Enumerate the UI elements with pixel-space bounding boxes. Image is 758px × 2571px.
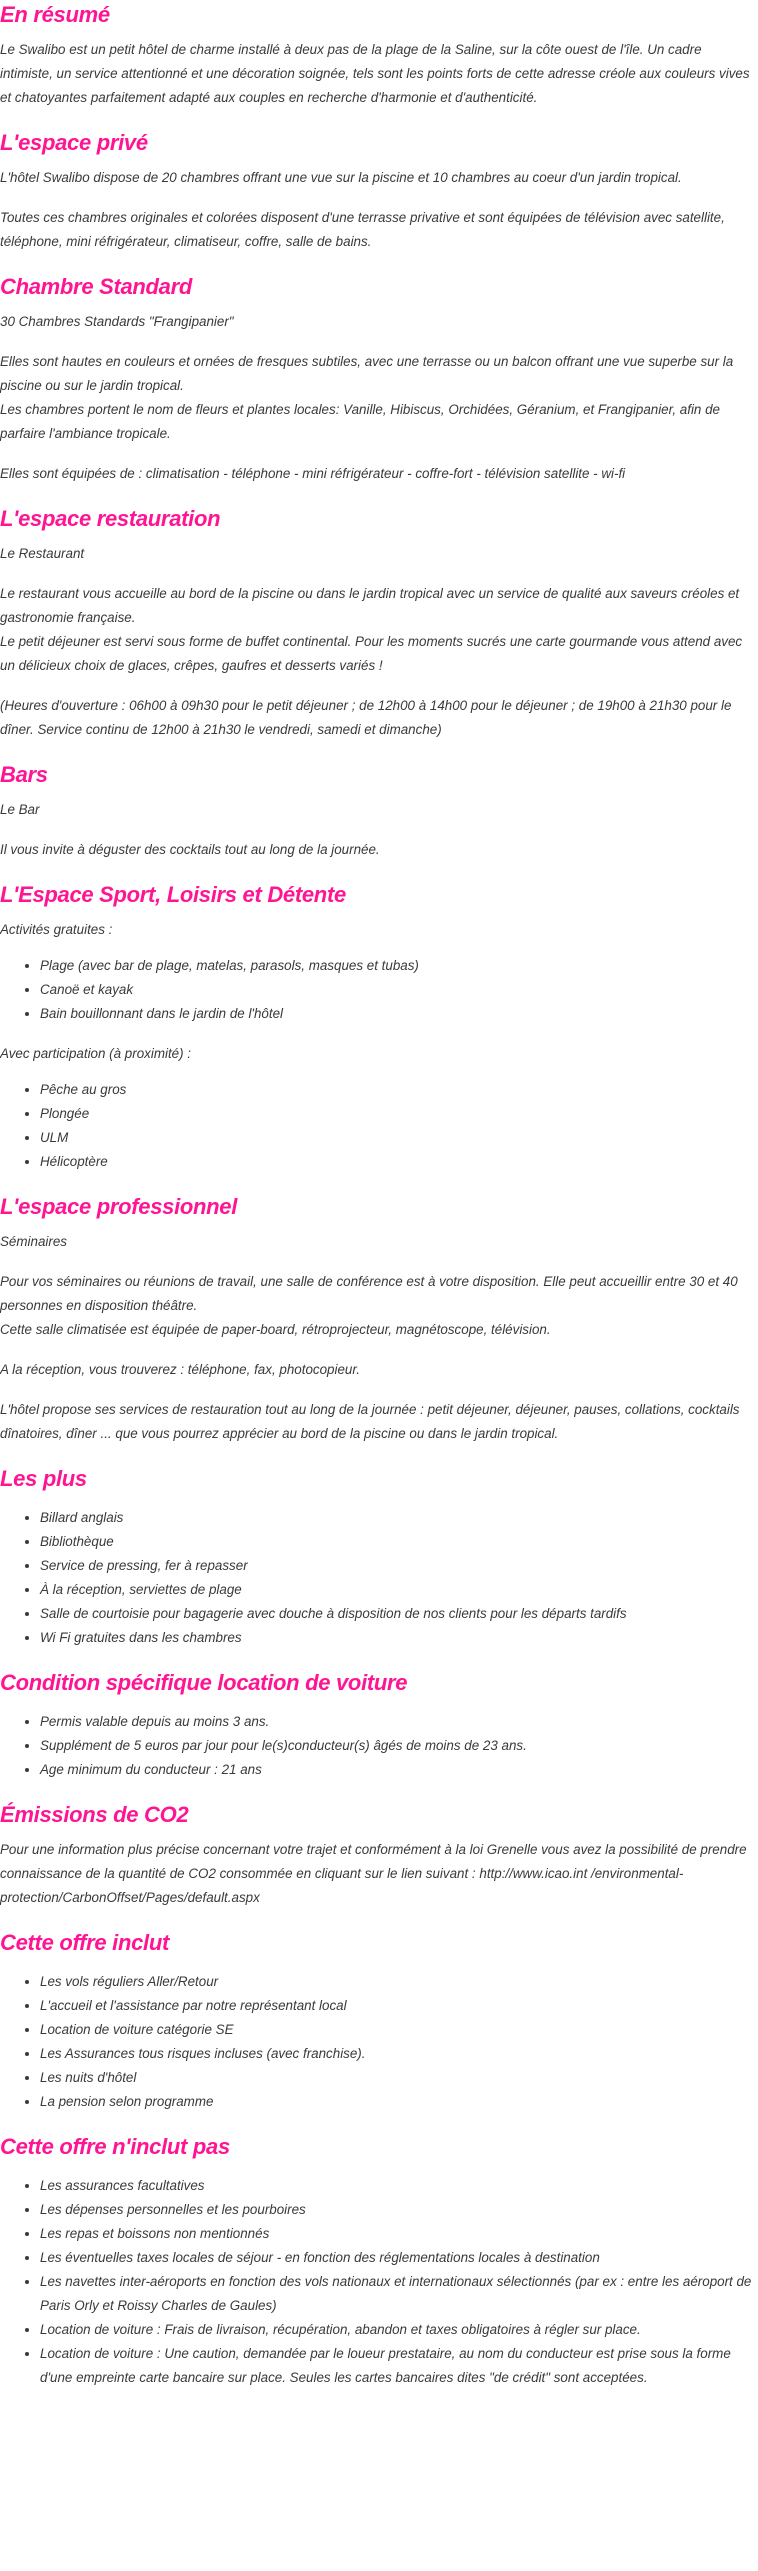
- list-item: • Les repas et boissons non mentionnés: [40, 2222, 756, 2246]
- paragraph: Le Swalibo est un petit hôtel de charme installé à deux pas de la plage de la Saline, sur la côte ouest de l'île. Un cadre intimiste, un service attentionné et une décoration soignée, tels sont les points forts de cette adresse créole aux couleurs vives et chatoyantes parfaitement adapté aux couples en recherche d'harmonie et d'authenticité.: [0, 42, 750, 105]
- list-item: • Supplément de 5 euros par jour pour le(s)conducteur(s) âgés de moins de 23 ans.: [40, 1734, 756, 1758]
- list-item: • Plongée: [40, 1102, 756, 1126]
- list-item: • Canoë et kayak: [40, 978, 756, 1002]
- section-title: L'espace privé: [0, 130, 148, 155]
- section-resume: [0, 0, 756, 110]
- section-offre-exclut: [0, 2132, 756, 2390]
- section-title: Condition spécifique location de voiture: [0, 1670, 408, 1695]
- section-title: Chambre Standard: [0, 274, 193, 299]
- paragraph: Séminaires: [0, 1234, 67, 1249]
- section-title: L'espace professionnel: [0, 1194, 238, 1219]
- list-item: • Les navettes inter-aéroports en fonction des vols nationaux et internationaux sélectionnés (par ex : entre les aéroport de Paris Orly et Roissy Charles de Gaules): [40, 2270, 756, 2318]
- list-item: • Salle de courtoisie pour bagagerie avec douche à disposition de nos clients pour les départs tardifs: [40, 1602, 756, 1626]
- section-les-plus: [0, 1464, 756, 1650]
- section-title: L'Espace Sport, Loisirs et Détente: [0, 882, 346, 907]
- paragraph: Le restaurant vous accueille au bord de la piscine ou dans le jardin tropical avec un service de qualité aux saveurs créoles et gastronomie française.: [0, 586, 740, 625]
- list-item: • L'accueil et l'assistance par notre représentant local: [40, 1994, 756, 2018]
- list-item: • ULM: [40, 1126, 756, 1150]
- list-item: • Les dépenses personnelles et les pourboires: [40, 2198, 756, 2222]
- section-espace-prive: [0, 128, 756, 254]
- paragraph: Toutes ces chambres originales et colorées disposent d'une terrasse privative et sont équipées de télévision avec satellite, téléphone, mini réfrigérateur, climatiseur, coffre, salle de bains.: [0, 210, 725, 249]
- list-item: • Hélicoptère: [40, 1150, 756, 1174]
- paragraph: (Heures d'ouverture : 06h00 à 09h30 pour le petit déjeuner ; de 12h00 à 14h00 pour le déjeuner ; de 19h00 à 21h30 pour le dîner. Service continu de 12h00 à 21h30 le vendredi, samedi et dimanche): [0, 698, 732, 737]
- section-professionnel: [0, 1192, 756, 1446]
- car-rental-conditions-list: [0, 1710, 756, 1782]
- paragraph: Le Restaurant: [0, 546, 85, 561]
- paragraph: Le petit déjeuner est servi sous forme de buffet continental. Pour les moments sucrés une carte gourmande vous attend avec un délicieux choix de glaces, crêpes, gaufres et desserts variés !: [0, 634, 743, 673]
- list-item: • Les assurances facultatives: [40, 2174, 756, 2198]
- section-sport-loisirs: [0, 880, 756, 1174]
- list-item: • Location de voiture : Frais de livraison, récupération, abandon et taxes obligatoires à régler sur place.: [40, 2318, 756, 2342]
- section-offre-inclut: [0, 1928, 756, 2114]
- paragraph: Il vous invite à déguster des cocktails tout au long de la journée.: [0, 842, 380, 857]
- section-title: Bars: [0, 762, 48, 787]
- list-item: • Bibliothèque: [40, 1530, 756, 1554]
- paragraph: Les chambres portent le nom de fleurs et plantes locales: Vanille, Hibiscus, Orchidées, Géranium, et Frangipanier, afin de parfaire l'ambiance tropicale.: [0, 402, 720, 441]
- section-title: En résumé: [0, 2, 110, 27]
- paragraph: Avec participation (à proximité) :: [0, 1046, 192, 1061]
- list-item: • Wi Fi gratuites dans les chambres: [40, 1626, 756, 1650]
- section-location-voiture: [0, 1668, 756, 1782]
- list-item: • Permis valable depuis au moins 3 ans.: [40, 1710, 756, 1734]
- paid-activities-list: [0, 1078, 756, 1174]
- list-item: • À la réception, serviettes de plage: [40, 1578, 756, 1602]
- section-title: Émissions de CO2: [0, 1802, 189, 1827]
- list-item: • Bain bouillonnant dans le jardin de l'hôtel: [40, 1002, 756, 1026]
- list-item: • Les vols réguliers Aller/Retour: [40, 1970, 756, 1994]
- section-title: Les plus: [0, 1466, 87, 1491]
- paragraph: Pour une information plus précise concernant votre trajet et conformément à la loi Grenelle vous avez la possibilité de prendre connaissance de la quantité de CO2 consommée en cliquant sur le lien suivant : http://www.icao.int /environmental-protection/CarbonOffset/Pages/default.aspx: [0, 1842, 747, 1905]
- section-title: L'espace restauration: [0, 506, 221, 531]
- paragraph: Le Bar: [0, 802, 40, 817]
- paragraph: L'hôtel Swalibo dispose de 20 chambres offrant une vue sur la piscine et 10 chambres au coeur d'un jardin tropical.: [0, 170, 682, 185]
- list-item: • Billard anglais: [40, 1506, 756, 1530]
- extras-list: [0, 1506, 756, 1650]
- paragraph: L'hôtel propose ses services de restauration tout au long de la journée : petit déjeuner, déjeuner, pauses, collations, cocktails dînatoires, dîner ... que vous pourrez apprécier au bord de la piscine ou dans le jardin tropical.: [0, 1402, 740, 1441]
- list-item: • Les nuits d'hôtel: [40, 2066, 756, 2090]
- section-restauration: [0, 504, 756, 742]
- paragraph: Elles sont équipées de : climatisation - téléphone - mini réfrigérateur - coffre-fort - télévision satellite - wi-fi: [0, 466, 626, 481]
- section-bars: [0, 760, 756, 862]
- list-item: • Les Assurances tous risques incluses (avec franchise).: [40, 2042, 756, 2066]
- paragraph: Elles sont hautes en couleurs et ornées de fresques subtiles, avec une terrasse ou un balcon offrant une vue superbe sur la piscine ou sur le jardin tropical.: [0, 354, 734, 393]
- section-chambre-standard: [0, 272, 756, 486]
- section-title: Cette offre n'inclut pas: [0, 2134, 230, 2159]
- section-title: Cette offre inclut: [0, 1930, 169, 1955]
- list-item: • Location de voiture catégorie SE: [40, 2018, 756, 2042]
- section-emissions-co2: [0, 1800, 756, 1910]
- list-item: • Location de voiture : Une caution, demandée par le loueur prestataire, au nom du conducteur est prise sous la forme d'une empreinte carte bancaire sur place. Seules les cartes bancaires dites "de crédit" sont acceptées.: [40, 2342, 756, 2390]
- paragraph: 30 Chambres Standards "Frangipanier": [0, 314, 234, 329]
- excluded-list: [0, 2174, 756, 2390]
- list-item: • La pension selon programme: [40, 2090, 756, 2114]
- list-item: • Service de pressing, fer à repasser: [40, 1554, 756, 1578]
- list-item: • Pêche au gros: [40, 1078, 756, 1102]
- paragraph: Cette salle climatisée est équipée de paper-board, rétroprojecteur, magnétoscope, télévision.: [0, 1322, 551, 1337]
- paragraph: Pour vos séminaires ou réunions de travail, une salle de conférence est à votre disposition. Elle peut accueillir entre 30 et 40 personnes en disposition théâtre.: [0, 1274, 738, 1313]
- list-item: • Plage (avec bar de plage, matelas, parasols, masques et tubas): [40, 954, 756, 978]
- list-item: • Age minimum du conducteur : 21 ans: [40, 1758, 756, 1782]
- included-list: [0, 1970, 756, 2114]
- free-activities-list: [0, 954, 756, 1026]
- list-item: • Les éventuelles taxes locales de séjour - en fonction des réglementations locales à destination: [40, 2246, 756, 2270]
- paragraph: Activités gratuites :: [0, 922, 113, 937]
- paragraph: A la réception, vous trouverez : téléphone, fax, photocopieur.: [0, 1362, 361, 1377]
